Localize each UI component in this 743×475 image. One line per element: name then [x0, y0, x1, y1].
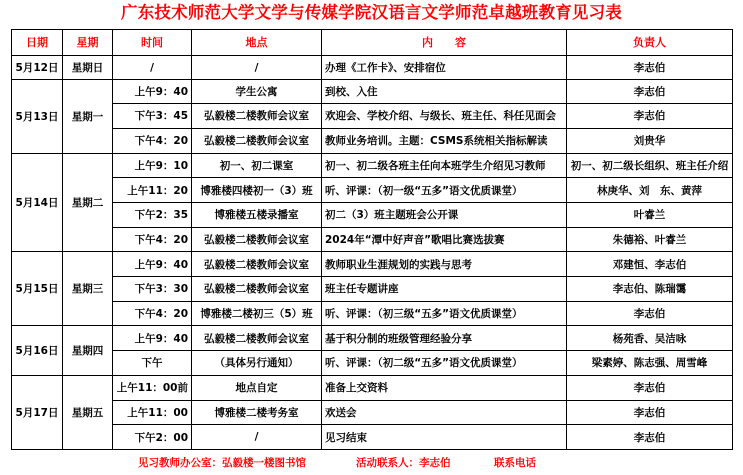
content-cell: 初二（3）班主题班会公开课	[322, 202, 567, 227]
time-cell: 上午9：40	[113, 326, 192, 351]
time-cell: 上午9：40	[113, 252, 192, 277]
place-cell: 博雅楼五楼录播室	[192, 202, 322, 227]
time-cell: /	[113, 55, 192, 80]
table-row	[12, 326, 733, 351]
time-cell: 上午11：20	[113, 178, 192, 203]
table-row	[12, 55, 733, 80]
place-cell: /	[192, 425, 322, 450]
place-cell: 弘毅楼二楼教师会议室	[192, 252, 322, 277]
table-row	[12, 351, 733, 376]
time-cell: 上午9：10	[113, 153, 192, 178]
place-cell: 博雅楼二楼初三（5）班	[192, 301, 322, 326]
weekday-cell: 星期三	[63, 252, 113, 326]
header-weekday: 星期	[63, 30, 113, 56]
responsible-cell: 李志伯	[567, 104, 733, 129]
page-title: 广东技术师范大学文学与传媒学院汉语言文学师范卓越班教育见习表	[121, 3, 622, 22]
place-cell: （具体另行通知）	[192, 351, 322, 376]
responsible-cell: 梁素婷、陈志强、周雪峰	[567, 351, 733, 376]
content-cell: 听、评课：（初三级“五多”语文优质课堂）	[322, 301, 567, 326]
content-cell: 班主任专题讲座	[322, 277, 567, 302]
time-cell: 下午2：00	[113, 425, 192, 450]
time-cell: 下午3：45	[113, 104, 192, 129]
footer-phone: 联系电话	[494, 457, 536, 469]
weekday-cell: 星期日	[63, 55, 113, 80]
date-cell: 5月17日	[12, 375, 63, 449]
header-date: 日期	[12, 30, 63, 56]
content-cell: 办理《工作卡》、安排宿位	[322, 55, 567, 80]
place-cell: 弘毅楼二楼教师会议室	[192, 128, 322, 153]
content-cell: 教师业务培训。主题：CSMS系统相关指标解读	[322, 128, 567, 153]
time-cell: 下午4：20	[113, 227, 192, 252]
place-cell: 博雅楼四楼初一（3）班	[192, 178, 322, 203]
content-cell: 基于积分制的班级管理经验分享	[322, 326, 567, 351]
date-cell: 5月13日	[12, 80, 63, 153]
time-cell: 下午4：20	[113, 128, 192, 153]
place-cell: 地点自定	[192, 375, 322, 400]
responsible-cell: 林庚华、刘 东、黄萍	[567, 178, 733, 203]
place-cell: 初一、初二课室	[192, 153, 322, 178]
content-cell: 听、评课：（初二级“五多”语文优质课堂）	[322, 351, 567, 376]
time-cell: 下午3：30	[113, 277, 192, 302]
place-cell: /	[192, 55, 322, 80]
content-cell: 欢送会	[322, 400, 567, 425]
date-cell: 5月15日	[12, 252, 63, 326]
responsible-cell: 初一、初二级长组织、班主任介绍	[567, 153, 733, 178]
content-cell: 欢迎会、学校介绍、与级长、班主任、科任见面会	[322, 104, 567, 129]
table-row	[12, 400, 733, 425]
weekday-cell: 星期五	[63, 375, 113, 449]
table-row	[12, 277, 733, 302]
responsible-cell: 李志伯	[567, 55, 733, 80]
responsible-cell: 刘贵华	[567, 128, 733, 153]
header-row	[12, 30, 733, 56]
time-cell: 下午	[113, 351, 192, 376]
table-row	[12, 252, 733, 277]
responsible-cell: 李志伯	[567, 80, 733, 104]
date-cell: 5月12日	[12, 55, 63, 80]
responsible-cell: 邓建恒、李志伯	[567, 252, 733, 277]
weekday-cell: 星期二	[63, 153, 113, 252]
responsible-cell: 朱德裕、叶睿兰	[567, 227, 733, 252]
place-cell: 弘毅楼二楼教师会议室	[192, 227, 322, 252]
table-row	[12, 227, 733, 252]
time-cell: 上午11：00前	[113, 375, 192, 400]
responsible-cell: 李志伯	[567, 375, 733, 400]
responsible-cell: 李志伯、陈瑞霭	[567, 277, 733, 302]
date-cell: 5月14日	[12, 153, 63, 252]
table-row	[12, 425, 733, 450]
place-cell: 弘毅楼二楼教师会议室	[192, 104, 322, 129]
header-place: 地点	[192, 30, 322, 56]
place-cell: 学生公寓	[192, 80, 322, 104]
content-cell: 初一、初二级各班主任向本班学生介绍见习教师	[322, 153, 567, 178]
footer-office: 见习教师办公室：弘毅楼一楼图书馆	[138, 457, 306, 469]
table-row	[12, 178, 733, 203]
time-cell: 下午2：35	[113, 202, 192, 227]
responsible-cell: 叶睿兰	[567, 202, 733, 227]
place-cell: 弘毅楼二楼教师会议室	[192, 326, 322, 351]
responsible-cell: 杨苑香、吴洁咏	[567, 326, 733, 351]
content-cell: 见习结束	[322, 425, 567, 450]
content-cell: 教师职业生涯规划的实践与思考	[322, 252, 567, 277]
responsible-cell: 李志伯	[567, 301, 733, 326]
time-cell: 下午4：20	[113, 301, 192, 326]
content-cell: 2024年“潭中好声音”歌唱比赛选拔赛	[322, 227, 567, 252]
weekday-cell: 星期四	[63, 326, 113, 375]
table-row	[12, 104, 733, 129]
table-row	[12, 153, 733, 178]
content-cell: 听、评课：（初一级“五多”语文优质课堂）	[322, 178, 567, 203]
table-row	[12, 80, 733, 104]
header-time: 时间	[113, 30, 192, 56]
time-cell: 上午9：40	[113, 80, 192, 104]
table-row	[12, 128, 733, 153]
table-row	[12, 202, 733, 227]
table-row	[12, 301, 733, 326]
header-responsible: 负责人	[567, 30, 733, 56]
place-cell: 弘毅楼二楼教师会议室	[192, 277, 322, 302]
table-row	[12, 375, 733, 400]
footer	[0, 455, 743, 473]
content-cell: 到校、入住	[322, 80, 567, 104]
responsible-cell: 李志伯	[567, 400, 733, 425]
content-cell: 准备上交资料	[322, 375, 567, 400]
place-cell: 博雅楼二楼考务室	[192, 400, 322, 425]
time-cell: 上午11：00	[113, 400, 192, 425]
schedule-table	[11, 29, 733, 450]
weekday-cell: 星期一	[63, 80, 113, 153]
responsible-cell: 李志伯	[567, 425, 733, 450]
footer-contact: 活动联系人：李志伯	[356, 457, 451, 469]
date-cell: 5月16日	[12, 326, 63, 375]
header-content: 内 容	[322, 30, 567, 56]
